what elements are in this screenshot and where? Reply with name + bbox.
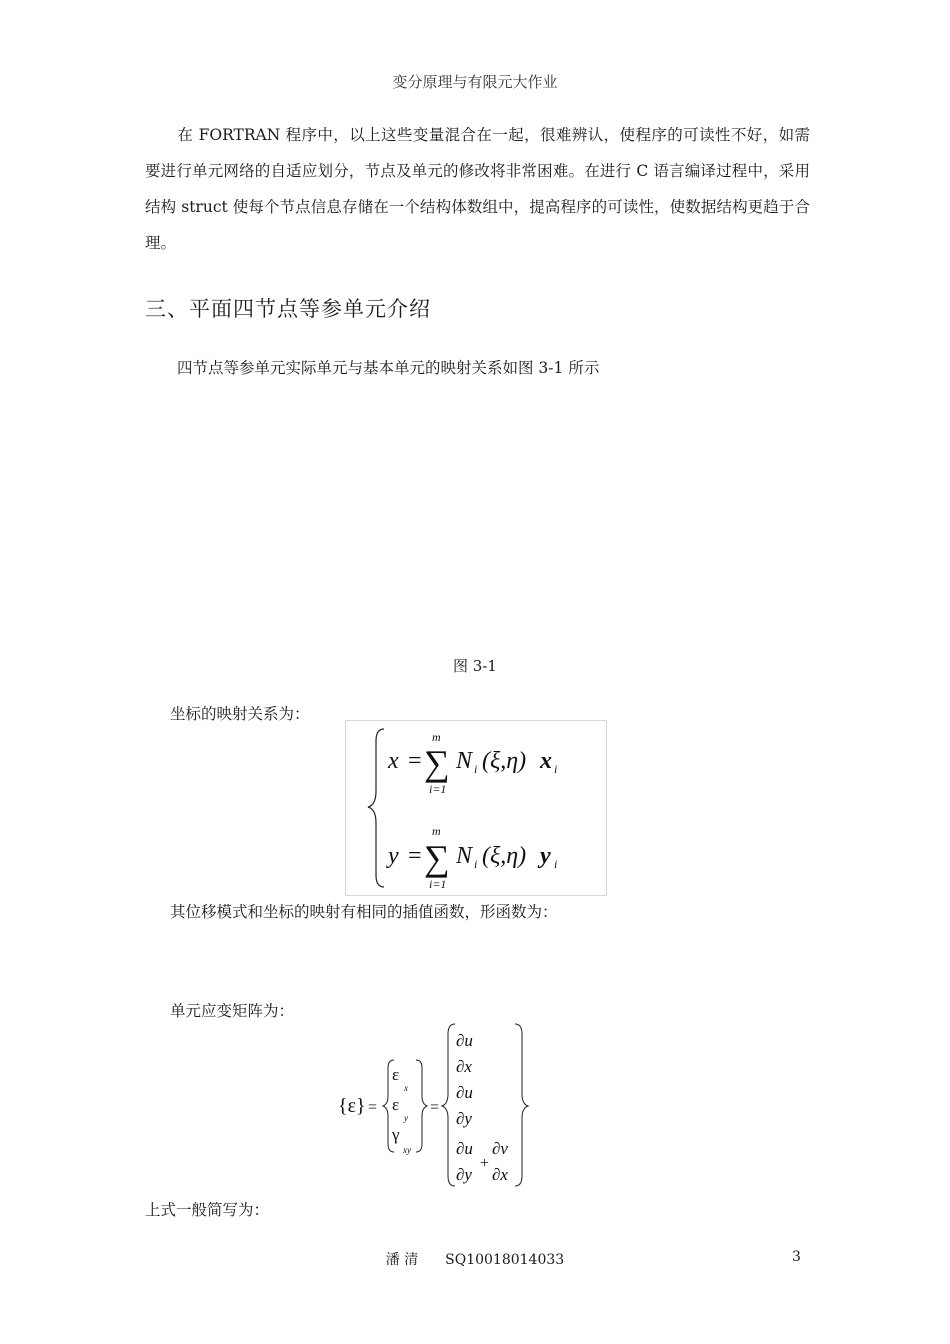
strain-equation-graphic bbox=[330, 1020, 530, 1190]
y-var-index: i bbox=[554, 857, 558, 871]
gamma-xy: γ bbox=[392, 1125, 400, 1144]
vector-right-brace bbox=[416, 1060, 427, 1152]
eps-y-sub: y bbox=[404, 1113, 408, 1123]
x-shape-fn: N bbox=[456, 748, 473, 774]
page-footer bbox=[0, 1249, 950, 1269]
matrix-right-brace bbox=[515, 1024, 528, 1186]
y-lhs: y bbox=[388, 843, 399, 869]
x-equals: = bbox=[408, 748, 422, 774]
strain-equals-1: = bbox=[368, 1099, 378, 1116]
gamma-xy-sub: xy bbox=[403, 1145, 411, 1155]
y-sum-symbol: ∑ bbox=[424, 838, 450, 878]
eps-x-sub: x bbox=[404, 1083, 408, 1093]
strain-equals-2: = bbox=[430, 1099, 440, 1116]
intro-text: 在 FORTRAN 程序中，以上这些变量混合在一起，很难辨认，使程序的可读性不好，如需要进行单元网络的自适应划分，节点及单元的修改将非常困难。在进行 C 语言编译过程中，采用结构 struct 使每个节点信息存储在一个结构体数组中，提高程序的可读性，使数据结构更趋于合理。 bbox=[145, 126, 810, 252]
y-shape-index: i bbox=[474, 857, 478, 871]
shape-function-label: 其位移模式和坐标的映射有相同的插值函数，形函数为： bbox=[170, 903, 558, 921]
du-1: ∂u bbox=[456, 1031, 473, 1050]
y-equals: = bbox=[408, 843, 422, 869]
x-args: (ξ,η) bbox=[482, 748, 527, 774]
x-var-index: i bbox=[554, 762, 558, 776]
x-sum-symbol: ∑ bbox=[424, 743, 450, 783]
dx-1: ∂x bbox=[456, 1057, 472, 1076]
mapping-sentence: 四节点等参单元实际单元与基本单元的映射关系如图 3-1 所示 bbox=[177, 359, 600, 377]
x-shape-index: i bbox=[474, 762, 478, 776]
left-brace bbox=[368, 729, 384, 887]
dx-2: ∂x bbox=[492, 1165, 508, 1184]
dy-2: ∂y bbox=[456, 1165, 472, 1184]
y-sum-upper: m bbox=[432, 824, 441, 838]
du-3: ∂u bbox=[456, 1139, 473, 1158]
short-form-label: 上式一般简写为： bbox=[145, 1201, 270, 1219]
y-sum-lower: i=1 bbox=[429, 877, 447, 891]
y-args: (ξ,η) bbox=[482, 843, 527, 869]
footer-author: 潘 清 bbox=[385, 1252, 419, 1268]
plus-sign: + bbox=[480, 1155, 490, 1172]
matrix-left-brace bbox=[442, 1024, 455, 1186]
strain-matrix-label: 单元应变矩阵为： bbox=[170, 1002, 295, 1020]
page-header: 变分原理与有限元大作业 bbox=[392, 73, 558, 91]
mapping-equation bbox=[345, 720, 607, 896]
footer-student-id: SQ10018014033 bbox=[445, 1252, 565, 1268]
eps-y: ε bbox=[392, 1095, 400, 1114]
dy-1: ∂y bbox=[456, 1109, 472, 1128]
y-shape-fn: N bbox=[456, 843, 473, 869]
strain-lhs: {ε} bbox=[338, 1095, 366, 1117]
strain-equation bbox=[330, 1020, 530, 1190]
page-number: 3 bbox=[792, 1249, 801, 1265]
x-sum-lower: i=1 bbox=[429, 782, 447, 796]
y-var: y bbox=[540, 843, 551, 869]
section-heading: 三、平面四节点等参单元介绍 bbox=[145, 297, 431, 321]
eps-x: ε bbox=[392, 1065, 400, 1084]
x-lhs: x bbox=[388, 748, 399, 774]
figure-caption: 图 3-1 bbox=[453, 657, 497, 675]
intro-paragraph bbox=[145, 117, 810, 261]
du-2: ∂u bbox=[456, 1083, 473, 1102]
mapping-equation-graphic bbox=[346, 721, 606, 895]
coordinate-mapping-label: 坐标的映射关系为： bbox=[170, 705, 310, 723]
x-sum-upper: m bbox=[432, 730, 441, 744]
dv-1: ∂v bbox=[492, 1139, 508, 1158]
x-var: x bbox=[540, 748, 552, 774]
